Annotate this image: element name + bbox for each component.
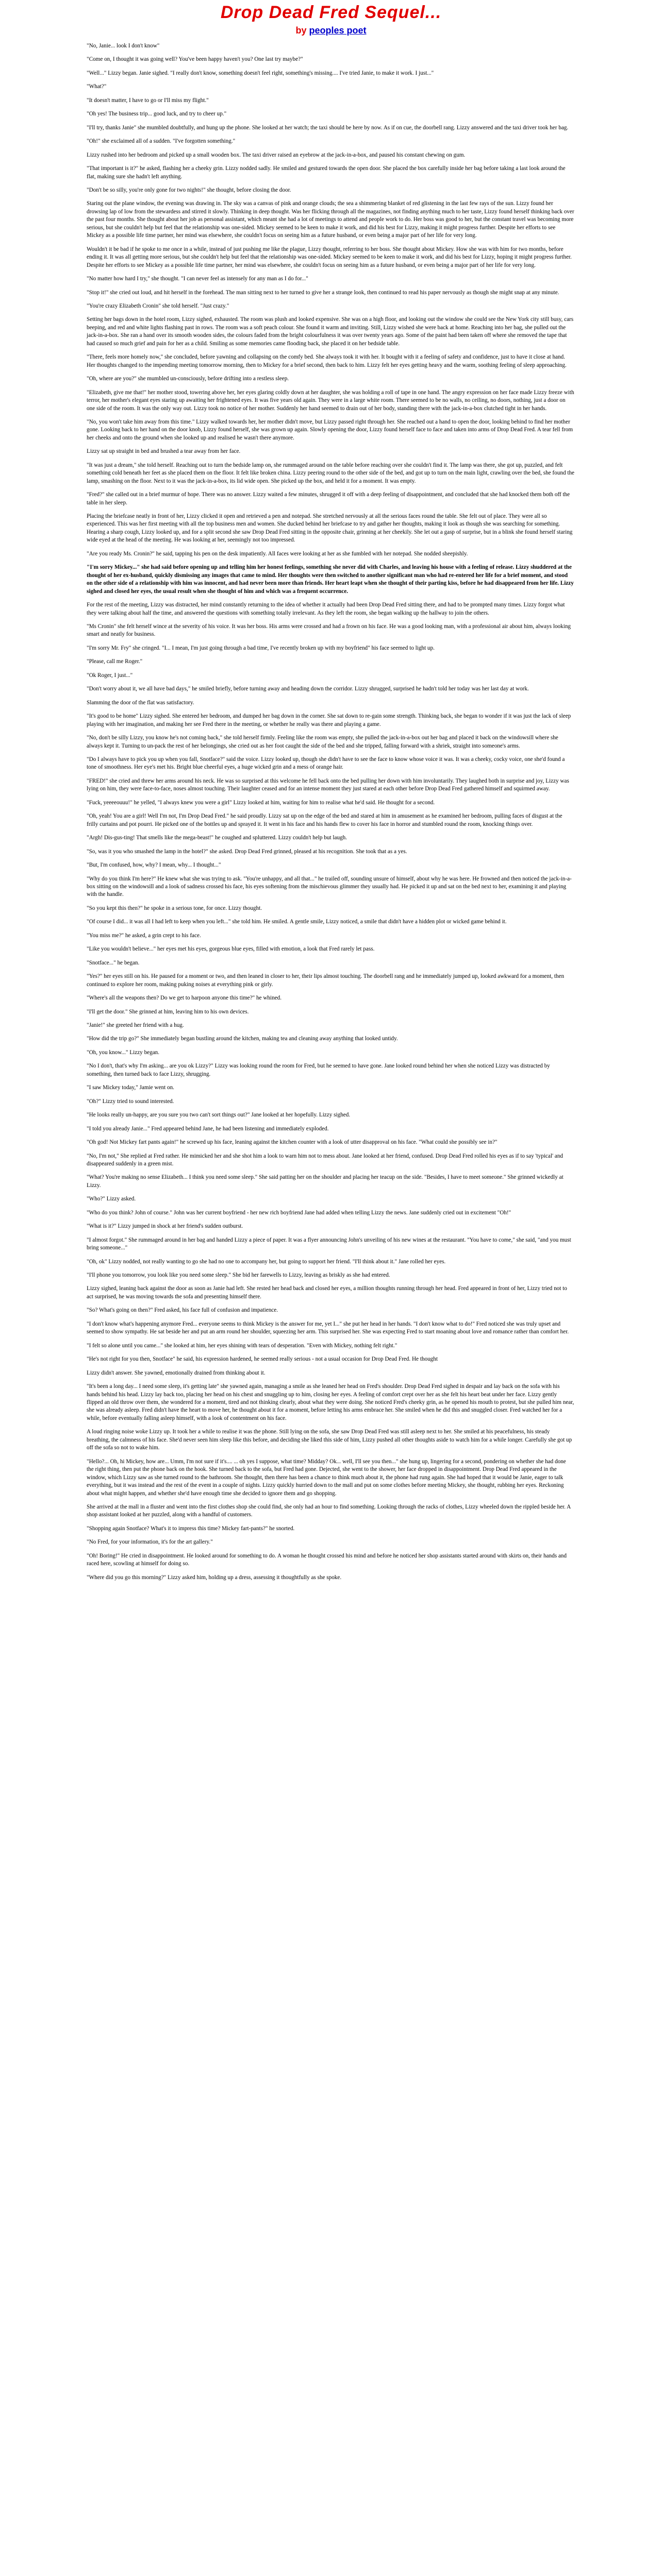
story-paragraph: "Where's all the weapons then? Do we get to harpoon anyone this time?" he whined. <box>87 995 282 1002</box>
story-paragraph: "What?" <box>87 83 107 90</box>
story-paragraph: "Oh, you know..." Lizzy began. <box>87 1049 160 1056</box>
story-paragraph: Setting her bags down in the hotel room, Lizzy sighed, exhausted. The room was plush and looked expensive. She was on a high floor, and looking out the window she could see the New York city still busy, cars beeping, and red and white lights flashing past in rows. The room was a soft peach colour. She found it warm and inviting. Still, Lizzy wished she were back at home. Reaching into her bag, she pulled out the jack-in-a-box. She ran a hand over its smooth wooden sides, the colours faded from the bright colourfulness it was over twenty years ago. Some of the paint had been taken off where she removed the tape that had caused so much grief and pain for her as a child. Smiling as some memories came flooding back, she placed it on her bedside table. <box>87 316 574 347</box>
story-paragraph: "Of course I did... it was all I had left to keep when you left..." she told him. He smiled. A gentle smile, Lizzy noticed, a smile that didn't have a hidden plot or wicked game behind it. <box>87 919 507 925</box>
story-body <box>0 42 662 1582</box>
story-paragraph: "Hello?... Oh, hi Mickey, how are... Umm, I'm not sure if it's.... ... oh yes I suppose, what time? Midday? Ok... well, I'll see you then..." she hung up, lingering for a second, pondering on whether she had done the right thing, then put the phone back on the hook. She turned back to the sofa, but Fred had gone. Dejected, she went to the shower, her face dropped in disappointment. Drop Dead Fred appeared in the window, which Lizzy saw as she turned round to the bathroom. She thought, then there has been a chance to think much about it, the phone had rung again. She had hoped that it would be Janie, eager to talk everything, but it was instead and the rest of the event in a couple of nights. Lizzy quickly hurried down to the mall and put on some clothes before meeting Mickey, she thought, rubbing her eyes. Reckoning about what might happen, and whether she'd have enough time she decided to ignore them and go shopping. <box>87 1458 566 1497</box>
story-paragraph: "But, I'm confused, how, why? I mean, why... I thought..." <box>87 862 221 869</box>
story-paragraph: "No Fred, for your information, it's for the art gallery." <box>87 1539 213 1546</box>
story-paragraph: Lizzy sighed, leaning back against the door as soon as Janie had left. She rested her head back and closed her eyes, a million thoughts running through her head. Fred appeared in front of her, Lizzy tried not to act surprised, he was moving towards the sofa and presenting himself there. <box>87 1285 567 1300</box>
story-paragraph: "So you kept this then?" he spoke in a serious tone, for once. Lizzy thought. <box>87 905 262 911</box>
story-paragraph: "So, was it you who smashed the lamp in the hotel?" she asked. Drop Dead Fred grinned, pleased at his recognition. She took that as a yes. <box>87 848 407 855</box>
story-paragraph: Slamming the door of the flat was satisfactory. <box>87 699 194 706</box>
story-paragraph: "Like you wouldn't believe..." her eyes met his eyes, gorgeous blue eyes, filled with emotion, a look that Fred rarely let pass. <box>87 946 375 953</box>
byline <box>0 24 662 37</box>
story-paragraph: "It was just a dream," she told herself. Reaching out to turn the bedside lamp on, she rummaged around on the table before reaching over she couldn't find it. The lamp was there, she got up, puzzled, and felt something cold beneath her feet as she placed them on the floor. It felt like broken china. Lizzy peering round to the other side of the bed, and got up to turn on the main light, crawling over the bed, she found the lamp, smashing on the floor. Next to it was the jack-in-a-box, its lid wide open. She picked up the box, and held it for a moment. It was empty. <box>87 462 574 484</box>
story-paragraph: "I almost forgot." She rummaged around in her bag and handed Lizzy a piece of paper. It was a flyer announcing John's unveiling of his new wines at the restaurant. "You have to come," she said, "and you must bring someone..." <box>87 1236 571 1251</box>
story-paragraph: "Janie!" she greeted her friend with a hug. <box>87 1022 184 1028</box>
story-paragraph: "Oh, ok" Lizzy nodded, not really wanting to go she had no one to accompany her, but going to support her friend. "I'll think about it." Jane rolled her eyes. <box>87 1258 446 1265</box>
story-paragraph: "Don't worry about it, we all have bad days," he smiled briefly, before turning away and heading down the corridor. Lizzy shrugged, surprised he hadn't told her today was her last day at work. <box>87 686 529 692</box>
story-paragraph: "FRED!" she cried and threw her arms around his neck. He was so surprised at this welcome he fell back onto the bed pulling her down with him involuntarily. They laughed both in surprise and joy, Lizzy was lying on him, they were face-to-face, noses almost touching. Their laughter ceased and for an intense moment they just stared at each other before Drop Dead Fred gathered himself and squirmed away. <box>87 777 569 792</box>
story-paragraph: "That important is it?" he asked, flashing her a cheeky grin. Lizzy nodded sadly. He smiled and gestured towards the open door. She placed the box carefully inside her bag before taking a last look around the flat, making sure she hadn't left anything. <box>87 165 566 180</box>
story-paragraph: "Why do you think I'm here?" He knew what she was trying to ask. "You're unhappy, and all that..." he trailed off, sounding unsure of himself, about why he was here. He frowned and then noticed the jack-in-a-box sitting on the windowsill and a look of sadness crossed his face, his eyes softening from the mischievous glimmer they usually had. He picked it up and sat on the bed next to her, examining it and playing with the handle. <box>87 875 572 898</box>
story-paragraph: "I'll try, thanks Janie" she mumbled doubtfully, and hung up the phone. She looked at her watch; the taxi should be here by now. As if on cue, the doorbell rang. Lizzy answered and the taxi driver took her bag. <box>87 124 569 131</box>
story-paragraph: "I told you already Janie..." Fred appeared behind Jane, he had been listening and immediately exploded. <box>87 1125 329 1132</box>
story-paragraph: "Well..." Lizzy began. Janie sighed. "I really don't know, something doesn't feel right, something's missing.... I've tried Janie, to make it work. I just..." <box>87 70 434 76</box>
story-paragraph: Staring out the plane window, the evening was drawing in. The sky was a canvas of pink and orange clouds; the sea a shimmering blanket of red glistening in the last few rays of the sun. Lizzy found her drowsing lap of low from the stewardess and stirred it slowly. Thinking in deep thought. Was her flicking through all the magazines, not finding anything much to her taste, Lizzy found herself thinking back over the past four months. She thought about her job as personal assistant, which meant she had a lot of meetings to attend and people work to do. Her boss was good to her, but the constant travel was becoming more serious, but she couldn't help but feel that the relationship was one-sided. Mickey seemed to be keen to make it work, and did his best for Lizzy, making it might progress further. Despite her efforts to see Mickey as a possible life time partner, her mind was elsewhere, she couldn't focus on seeing him as a future husband, or even being a major part of her life for very long. <box>87 200 574 239</box>
story-paragraph: "Argh! Dis-gus-ting! That smells like the mega-beast!" he coughed and spluttered. Lizzy couldn't help but laugh. <box>87 835 347 841</box>
story-paragraph: "Fred?" she called out in a brief murmur of hope. There was no answer. Lizzy waited a few minutes, shrugged it off with a deep feeling of disappointment, and concluded that she had knocked them both off the table in her sleep. <box>87 492 570 506</box>
story-paragraph: "I'm sorry Mr. Fry" she cringed. "I... I mean, I'm just going through a bad time, I've recently broken up with my boyfriend" his face seemed to light up. <box>87 645 435 651</box>
story-paragraph: "No, Janie... look I don't know" <box>87 43 160 49</box>
story-paragraph: "He looks really un-happy, are you sure you two can't sort things out?" Jane looked at her hopefully. Lizzy sighed. <box>87 1112 351 1118</box>
story-paragraph: "No matter how hard I try," she thought. "I can never feel as intensely for any man as I do for..." <box>87 276 308 282</box>
byline-prefix: by <box>295 25 307 36</box>
story-paragraph: "No, I'm not," She replied at Fred rather. He mimicked her and she shot him a look to warn him not to mess about. Jane looked at her friend, confused. Drop Dead Fred rolled his eyes as if to say 'typical' and disappeared suddenly in a green mist. <box>87 1153 563 1167</box>
story-paragraph: "Oh, where are you?" she mumbled un-consciously, before drifting into a restless sleep. <box>87 376 289 382</box>
story-paragraph: Placing the briefcase neatly in front of her, Lizzy clicked it open and retrieved a pen and notepad. She stretched nervously at all the serious faces round the table. She felt out of place. They were all so experienced. This was her first meeting with all the top business men and women. She ducked behind her briefcase to try and gather her thoughts, making it look as though she was searching for something. Hearing a sharp cough, Lizzy looked up, and for a split second she saw Drop Dead Fred sitting in the opposite chair, grinning at her cheekily. She let out a gasp of surprise, but in a blink she found herself staring wide eyed at the head of the meeting. He was looking at her, seemingly not too impressed. <box>87 513 573 544</box>
story-paragraph: "It doesn't matter, I have to go or I'll miss my flight." <box>87 97 209 104</box>
story-paragraph: "Oh, yeah! You are a girl! Well I'm not, I'm Drop Dead Fred." he said proudly. Lizzy sat up on the edge of the bed and stared at him in amusement as he examined her bedroom, pulling faces of disgust at the frilly curtains and pot pourri. He picked one of the bottles up and sprayed it. It went in his face and his hands flew to cover his face in horror and stumbled round the room, knocking things over. <box>87 813 562 827</box>
story-paragraph: "What is it?" Lizzy jumped in shock at her friend's sudden outburst. <box>87 1223 243 1230</box>
story-paragraph: "Oh! Boring!" He cried in disappointment. He looked around for something to do. A woman he thought crossed his mind and before he noticed her shop assistants started around with skirts on, their hands and raced here, scowling at himself for doing so. <box>87 1552 567 1567</box>
story-paragraph: Lizzy didn't answer. She yawned, emotionally drained from thinking about it. <box>87 1369 266 1376</box>
author-link[interactable]: peoples poet <box>309 25 367 36</box>
story-paragraph: "Stop it!" she cried out loud, and hit herself in the forehead. The man sitting next to her turned to give her a strange look, then continued to read his paper nervously as though she might snap at any minute. <box>87 289 559 296</box>
story-paragraph: "Oh?" Lizzy tried to sound interested. <box>87 1098 174 1105</box>
story-paragraph: She arrived at the mall in a fluster and went into the first clothes shop she could find, she only had an hour to find something. Looking through the racks of clothes, Lizzy wheeled down the rippled beside her. A shop assistant looked at her puzzled, along with a handful of customers. <box>87 1504 571 1518</box>
story-paragraph: "No, you won't take him away from this time." Lizzy walked towards her, her mother didn't move, but Lizzy passed right through her. She reached out a hand to open the door, looking behind to find her mother gone. Looking back to her hand on the door knob, Lizzy found herself, she was grown up again. Slowly opening the door, Lizzy found herself face to face and taken into arms of Drop Dead Fred. A tear fell from her cheeks and onto the ground when she looked up and realised he wasn't there anymore. <box>87 418 573 441</box>
story-paragraph: "I'll phone you tomorrow, you look like you need some sleep." She bid her farewells to Lizzy, leaving as briskly as she had entered. <box>87 1272 390 1279</box>
story-paragraph: "Do I always have to pick you up when you fall, Snotface?" said the voice. Lizzy looked up, though she didn't have to see the face to know whose voice it was. It was a cheeky, cocky voice, one she'd found a tone of smoothness. Her eye's met his. Bright blue cheerful eyes, a huge wicked grin and a mess of orange hair. <box>87 756 565 771</box>
story-paragraph: "Who do you think? John of course." John was her current boyfriend - her new rich boyfriend Jane had added when telling Lizzy the news. Jane suddenly cried out in excitement "Oh!" <box>87 1209 511 1216</box>
story-paragraph: Wouldn't it be bad if he spoke to me once in a while, instead of just pushing me like the plague, Lizzy thought, referring to her boss. She thought about Mickey. How she was with him for two months, before ending it. It was all getting more serious, but she couldn't help but feel that the relationship was one-sided. Mickey seemed to be keen to make it work, and did his best for Lizzy, hoping it might progress further. Despite her efforts to see Mickey as a possible life time partner, her mind was elsewhere, she couldn't focus on seeing him as a future husband, or even being a major part of her life for very long. <box>87 246 572 268</box>
story-paragraph: "Snotface..." he began. <box>87 959 140 966</box>
story-paragraph: "I don't know what's happening anymore Fred... everyone seems to think Mickey is the answer for me, yet I..." she put her head in her hands. "I don't know what to do!" Fred noticed she was truly upset and seemed to show sympathy. He sat beside her and put an arm round her shoulder, squeezing her arm. This surprised her. She was expecting Fred to start moaning about love and romance rather than comfort her. <box>87 1320 569 1335</box>
story-paragraph: "Please, call me Roger." <box>87 658 143 665</box>
story-paragraph: "How did the trip go?" She immediately began bustling around the kitchen, making tea and cleaning away anything that looked untidy. <box>87 1036 398 1042</box>
story-paragraph: "It's good to be home" Lizzy sighed. She entered her bedroom, and dumped her bag down in the corner. She sat down to re-gain some strength. Thinking back, she began to wonder if it was just the lack of sleep playing with her imagination, and making her see Fred there in the meeting, or whether he really was there and playing a game. <box>87 713 571 727</box>
story-paragraph: "Oh god! Not Mickey fart pants again!" he screwed up his face, leaning against the kitchen counter with a look of utter disapproval on his face. "What could she possibly see in?" <box>87 1139 498 1146</box>
story-paragraph: "It's been a long day... I need some sleep, it's getting late" she yawned again, managing a smile as she leaned her head on Fred's shoulder. Drop Dead Fred sighed in despair and lay back on the sofa with his hands behind his head. Lizzy lay back too, placing her head on his chest and snuggling up to him, closing her eyes. A feeling of comfort crept over her as she felt his heart beat under her face. Lizzy gently flipped an old throw over them, she wondered for a moment, tired and not thinking clearly, about what they were doing. She noticed Fred's cheeky grin, as he opened his mouth to protest, but she pulled him near, she was already asleep. Fred didn't have the heart to move her, he thought about it for a moment, before letting his arms embrace her. She smiled when he did this and snuggled closer. Fred watched her for a while, before eventually falling asleep himself, with a look of contentment on his face. <box>87 1383 574 1421</box>
story-paragraph: "I'll get the door." She grinned at him, leaving him to his own devices. <box>87 1008 249 1015</box>
story-paragraph: "Elizabeth, give me that!" her mother stood, towering above her, her eyes glaring coldly down at her daughter, she was holding a roll of tape in one hand. The angry expression on her face made Lizzy freeze with terror, her mother's elegant eyes staring up awaiting her frightened eyes. It was five years old again. They were in a large white room. There seemed to be no walls, no ceiling, no doors, nothing, just a door on one side of the room. It was the only way out. Lizzy took no notice of her mother. Suddenly her hand seemed to drain out of her body, standing there with the jack-in-a-box clutched tight in her hands. <box>87 389 574 412</box>
story-paragraph: "Yes?" her eyes still on his. He paused for a moment or two, and then leaned in closer to her, their lips almost touching. The doorbell rang and he immediately jumped up, looked awkward for a moment, then continued to explore her room, making puking noises at everything pink or girly. <box>87 973 565 988</box>
story-paragraph: "I saw Mickey today," Jamie went on. <box>87 1084 174 1091</box>
story-paragraph: "No, don't be silly Lizzy, you know he's not coming back," she told herself firmly. Feeling like the room was empty, she pulled the jack-in-a-box out her bag and placed it back on the windowsill where she always kept it. Turning to un-pack the rest of her belongings, she cried out as her foot caught the side of the bed and she tripped, falling forward with a shriek, straight into someone's arms. <box>87 735 558 749</box>
story-paragraph: "Shopping again Snotface? What's it to impress this time? Mickey fart-pants?" he snorted. <box>87 1525 295 1532</box>
story-title: Drop Dead Fred Sequel... <box>220 3 442 22</box>
story-paragraph: "Come on, I thought it was going well? You've been happy haven't you? One last try maybe?" <box>87 56 303 63</box>
story-paragraph: "Ms Cronin" she felt herself wince at the severity of his voice. It was her boss. His arms were crossed and had a frown on his face. He was a good looking man, with a professional air about him, always looking smart and neatly for business. <box>87 623 571 638</box>
story-paragraph: Lizzy rushed into her bedroom and picked up a small wooden box. The taxi driver raised an eyebrow at the jack-in-a-box, and paused his constant chewing on gum. <box>87 151 466 158</box>
story-paragraph: "What? You're making no sense Elizabeth... I think you need some sleep." She said patting her on the shoulder and placing her teacup on the side. "Besides, I have to meet someone." She grinned wickedly at Lizzy. <box>87 1174 564 1189</box>
story-paragraph: "Who?" Lizzy asked. <box>87 1196 136 1202</box>
story-paragraph: "I felt so alone until you came..." she looked at him, her eyes shining with tears of desperation. "Even with Mickey, nothing felt right." <box>87 1342 398 1349</box>
story-paragraph: "Oh yes! The business trip... good luck, and try to cheer up." <box>87 111 227 117</box>
story-paragraph: "You're crazy Elizabeth Cronin" she told herself. "Just crazy." <box>87 302 229 309</box>
story-paragraph: "There, feels more homely now," she concluded, before yawning and collapsing on the comfy bed. She always took it with her. It bought with it a feeling of safety and confidence, just to have it close at hand. Her thoughts changed to the impending meeting tomorrow morning, then to Mickey for a brief second, then back to him. Lizzy felt her eyes getting heavy and the warm, soothing feeling of sleep approaching. <box>87 354 567 368</box>
story-paragraph: "Ok Roger, I just..." <box>87 672 133 679</box>
story-paragraph: "Don't be so silly, you're only gone for two nights!" she thought, before closing the door. <box>87 187 291 193</box>
story-paragraph: "Are you ready Ms. Cronin?" he said, tapping his pen on the desk impatiently. All faces were looking at her as she fumbled with her notepad. She nodded sheepishly. <box>87 550 468 557</box>
story-paragraph: "He's not right for you then, Snotface" he said, his expression hardened, he seemed really serious - not a usual occasion for Drop Dead Fred. He thought <box>87 1356 438 1363</box>
story-paragraph: A loud ringing noise woke Lizzy up. It took her a while to realise it was the phone. Still lying on the sofa, she saw Drop Dead Fred was still asleep next to her. She smiled at his peacefulness, his steady breathing, the calmness of his face. She'd never seen him sleep like this before, and deciding she liked this side of him, Lizzy pushed all other thoughts aside to watch him for a while longer. Carefully she got up off the sofa so not to wake him. <box>87 1429 572 1451</box>
story-paragraph: "You miss me?" he asked, a grin crept to his face. <box>87 932 201 939</box>
story-paragraph: "Where did you go this morning?" Lizzy asked him, holding up a dress, assessing it thoughtfully as she spoke. <box>87 1574 342 1581</box>
story-paragraph: "I'm sorry Mickey..." she had said before opening up and telling him her honest feelings, something she never did with Charles, and leaving his house with a feeling of release. Lizzy shuddered at the thought of her ex-husband, quickly dismissing any images that came to mind. Her thoughts were then switched to another significant man who had re-entered her life for a brief moment, and stood on the other side of a relationship with him was innocent, and had never been more than friends. Her heart leapt when she thought of their parting kiss, before he had disappeared from her life. Lizzy sighed and closed her eyes, the usual result when she thought of him and which was a frequent occurrence. <box>87 564 574 595</box>
story-paragraph: Lizzy sat up straight in bed and brushed a tear away from her face. <box>87 448 241 455</box>
story-paragraph: "No I don't, that's why I'm asking... are you ok Lizzy?" Lizzy was looking round the room for Fred, but he seemed to have gone. Jane looked round behind her when she noticed Lizzy was distracted by something, then turned back to face Lizzy, shrugging. <box>87 1063 550 1077</box>
story-paragraph: For the rest of the meeting, Lizzy was distracted, her mind constantly returning to the idea of whether it actually had been Drop Dead Fred sitting there, and had to be prompted many times. Lizzy forgot what they were talking about half the time, and answered the questions with something totally irrelevant. As they left the room, she began walking up the hallway to join the others. <box>87 602 565 616</box>
story-paragraph: "Oh!" she exclaimed all of a sudden. "I've forgotten something." <box>87 138 236 145</box>
story-paragraph: "Fuck, yeeeeouuu!" he yelled, "I always knew you were a girl" Lizzy looked at him, waiting for him to realise what he'd said. He thought for a second. <box>87 799 435 806</box>
story-paragraph: "So? What's going on then?" Fred asked, his face full of confusion and impatience. <box>87 1307 278 1314</box>
